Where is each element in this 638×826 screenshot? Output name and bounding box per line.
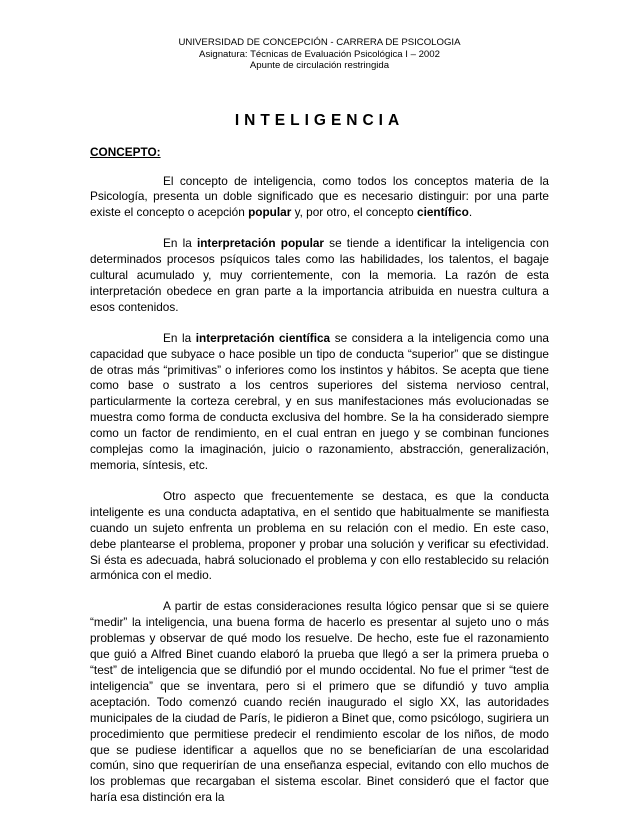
- document-title: INTELIGENCIA: [234, 111, 405, 129]
- paragraph-adaptive: Otro aspecto que frecuentemente se destaca, es que la conducta inteligente es una conducta adaptativa, en el sentido que habitualmente se manifiesta cuando un sujeto enfrenta un problema en su relación con el medio. En este caso, debe plantearse el problema, proponer y probar una solución y verificar su efectividad. Si ésta es adecuada, habrá solucionado el problema y con ello restablecido su relación armónica con el medio.: [90, 488, 549, 583]
- paragraph-popular: [90, 236, 549, 316]
- p1-text-d: .: [468, 205, 473, 220]
- paragraph-scientific: [90, 331, 549, 474]
- p1-bold-cientifico: científico: [417, 205, 469, 220]
- p1-text-c: y, por otro, el concepto: [291, 205, 418, 220]
- p2-bold-term: interpretación popular: [196, 236, 325, 251]
- paragraph-concept: [90, 174, 549, 222]
- p3-text-a: En la: [163, 330, 196, 345]
- p3-text-c: se considera a la inteligencia como una capacidad que subyace o hace posible un tipo de conducta “superior” que se distingue de otras más “primitivas” o inferiores como los instintos y hábitos. Se acepta que tiene como base o sustrato a los centros superiores del sistema nervioso central, particularmente la corteza cerebral, y en sus manifestaciones más evolucionadas se muestra como forma de conducta exclusiva del hombre. Se la ha considerado siempre como un factor de rendimiento, en el cual entran en juego y se combinan funciones complejas como la imaginación, juicio o razonamiento, abstracción, generalización, memoria, síntesis, etc.: [90, 330, 549, 472]
- p1-text-a: El concepto de inteligencia, como todos los conceptos materia de la Psicología, presenta un doble significado que es necesario distinguir: por una parte existe el concepto o acepción: [90, 173, 549, 220]
- header-course-line: Asignatura: Técnicas de Evaluación Psicológica I – 2002: [199, 48, 440, 60]
- p1-bold-popular: popular: [248, 205, 292, 220]
- section-heading: CONCEPTO:: [90, 144, 161, 159]
- header-university-line: UNIVERSIDAD DE CONCEPCIÓN - CARRERA DE PSICOLOGIA: [178, 37, 461, 48]
- p3-bold-term: interpretación científica: [195, 330, 331, 345]
- paragraph-binet: A partir de estas consideraciones resulta lógico pensar que si se quiere “medir” la inteligencia, una buena forma de hacerlo es presentar al sujeto uno o más problemas y observar de qué modo los resuelve. De hecho, este fue el razonamiento que guió a Alfred Binet cuando elaboró la prueba que llegó a ser la primera prueba o “test” de inteligencia que se difundió por el mundo occidental. No fue el primer “test de inteligencia” que se inventara, pero si el primero que se difundió y tuvo amplia aceptación. Todo comenzó cuando recién inaugurado el siglo XX, las autoridades municipales de la ciudad de París, le pidieron a Binet que, como psicólogo, sugiriera un procedimiento que permitiese predecir el rendimiento escolar de los niños, de modo que se pudiese identificar a aquellos que no se beneficiarían de una escolaridad común, sino que requerirían de una enseñanza especial, evitando con ello muchos de los problemas que recargaban el sistema escolar. Binet consideró que el factor que haría esa distinción era la: [90, 599, 549, 805]
- header-circulation-line: Apunte de circulación restringida: [249, 60, 390, 71]
- p2-text-c: se tiende a identificar la inteligencia con determinados procesos psíquicos tales como las habilidades, los talentos, el bagaje cultural acumulado y, muy corrientemente, con la memoria. La razón de esta interpretación obedece en gran parte a la importancia atribuida en nuestra cultura a esos contenidos.: [90, 236, 549, 314]
- document-header: [90, 0, 549, 72]
- p2-text-a: En la: [163, 236, 197, 251]
